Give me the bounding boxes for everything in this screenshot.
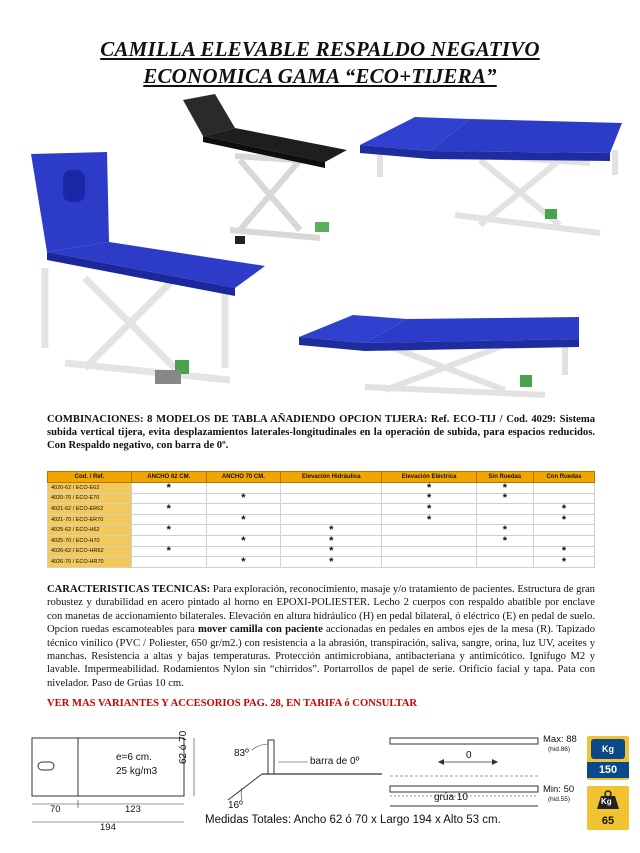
header-wheels: Con Ruedas bbox=[533, 472, 594, 483]
cell-mark bbox=[382, 535, 476, 546]
kg-badge-label: Kg bbox=[602, 744, 614, 754]
table-header-row bbox=[48, 472, 595, 483]
cell-mark: * bbox=[533, 504, 594, 515]
cell-mark: * bbox=[132, 483, 207, 494]
header-width-70: ANCHO 70 CM. bbox=[206, 472, 281, 483]
specs-text-2: accionadas en pedales en ambos ejes de la mesa (R). Tapizado técnico vinílico (PVC / Poliester, 650 gr/m2.) con resistencia a la abrasión, transpiración, saliva, sangre, orina, luz UV, aceites y manchas. Resistencia a altas y bajas temperaturas. Protección antimicrobiana, antibacteriana y antimicótico. Ignifugo M2 y lavable. Impermeabilidad. Rodamientos Nylon sin “chirridos”. Portarrollos de papel de serie. Orificio facial y tapa. Pata con nivelador. Paso de Grúas 10 cm. bbox=[47, 624, 595, 689]
specs-text-1: Para exploración, reconocimiento, masaje y/o tratamiento de pacientes. Estructura de gran robustez y durabilidad en acero pintado al horno en EPOXI-POLIESTER. Lecho 2 cuerpos con respaldo abatible por enclave con manetas de accionamiento bilaterales. Elevación en altura hidráulico (H) en pedal bilateral, ó eléctrico (E) en pedal de suelo. Opcion ruedas escamoteables para bbox=[47, 584, 595, 636]
angle-up-label: 83º bbox=[234, 748, 249, 759]
cell-mark bbox=[476, 546, 533, 557]
cell-mark: * bbox=[382, 483, 476, 494]
cell-mark: * bbox=[382, 514, 476, 525]
table-row bbox=[48, 483, 595, 494]
row-ref: 4020-62 / ECO-E62 bbox=[48, 483, 132, 494]
row-ref: 4026-70 / ECO-HR70 bbox=[48, 557, 132, 568]
table-row bbox=[48, 493, 595, 504]
header-ref: Cod. / Ref. bbox=[48, 472, 132, 483]
cell-mark bbox=[281, 504, 382, 515]
header-electric: Elevación Eléctrica bbox=[382, 472, 476, 483]
weight-icon bbox=[595, 790, 621, 810]
total-dimensions: Medidas Totales: Ancho 62 ó 70 x Largo 194 x Alto 53 cm. bbox=[205, 814, 501, 826]
cell-mark: * bbox=[281, 535, 382, 546]
width-dim-label: 62 ó 70 bbox=[178, 730, 189, 764]
min-height-sub: (hid.55) bbox=[548, 796, 571, 803]
total-length-label: 194 bbox=[100, 822, 116, 833]
cell-mark: * bbox=[382, 493, 476, 504]
cell-mark bbox=[132, 557, 207, 568]
specs-heading: CARACTERISTICAS TECNICAS: bbox=[47, 584, 211, 595]
min-height-label: Min: 50 bbox=[543, 784, 575, 795]
bar-label: barra de 0º bbox=[310, 756, 360, 767]
cell-mark: * bbox=[206, 514, 281, 525]
dimension-diagram-top bbox=[28, 730, 218, 834]
more-info-notice: VER MAS VARIANTES Y ACCESORIOS PAG. 28, EN TARIFA ó CONSULTAR bbox=[47, 698, 418, 709]
cell-mark bbox=[476, 557, 533, 568]
cell-mark bbox=[281, 493, 382, 504]
cell-mark: * bbox=[533, 546, 594, 557]
min-load-badge bbox=[587, 786, 629, 830]
max-height-sub: (hid.86) bbox=[548, 746, 571, 753]
photo-blue-table-backrest bbox=[25, 148, 275, 398]
page-title bbox=[0, 36, 640, 90]
cell-mark: * bbox=[476, 493, 533, 504]
table-row bbox=[48, 504, 595, 515]
cell-mark: * bbox=[132, 525, 207, 536]
table-row bbox=[48, 546, 595, 557]
cell-mark: * bbox=[206, 535, 281, 546]
photo-blue-table-right bbox=[360, 105, 630, 250]
cell-mark bbox=[533, 525, 594, 536]
cell-mark: * bbox=[206, 493, 281, 504]
cell-mark bbox=[206, 504, 281, 515]
cell-mark bbox=[382, 546, 476, 557]
row-ref: 4021-70 / ECO-ER70 bbox=[48, 514, 132, 525]
row-ref: 4021-62 / ECO-ER62 bbox=[48, 504, 132, 515]
header-no-wheels: Sin Ruedas bbox=[476, 472, 533, 483]
cell-mark: * bbox=[533, 514, 594, 525]
row-ref: 4026-62 / ECO-HR62 bbox=[48, 546, 132, 557]
max-load-badge bbox=[587, 736, 629, 780]
cell-mark bbox=[476, 504, 533, 515]
cell-mark bbox=[206, 525, 281, 536]
angle-diagram bbox=[222, 734, 382, 814]
kg-text: Kg bbox=[601, 797, 612, 806]
table-row bbox=[48, 514, 595, 525]
table-row bbox=[48, 557, 595, 568]
title-line-2: ECONOMICA GAMA “ECO+TIJERA” bbox=[143, 64, 497, 88]
thickness-label: e=6 cm. bbox=[116, 752, 152, 763]
cell-mark: * bbox=[476, 483, 533, 494]
cell-mark: * bbox=[281, 557, 382, 568]
top-view-outline bbox=[28, 734, 218, 834]
zero-label: 0 bbox=[466, 750, 472, 761]
cell-mark bbox=[533, 483, 594, 494]
row-ref: 4025-70 / ECO-H70 bbox=[48, 535, 132, 546]
combinations-intro: COMBINACIONES: 8 MODELOS DE TABLA AÑADIENDO OPCION TIJERA: Ref. ECO-TIJ / Cod. 4029: Sistema subida vertical tijera, evita desplazamientos laterales-longitudinales en la operación de subida, para espacios reducidos. Con Respaldo negativo, con barra de 0º. bbox=[47, 414, 595, 452]
cell-mark: * bbox=[382, 504, 476, 515]
specs-bold-phrase: mover camilla con paciente bbox=[198, 624, 323, 636]
table-row bbox=[48, 535, 595, 546]
photo-blue-table-low bbox=[295, 295, 590, 405]
cell-mark: * bbox=[476, 535, 533, 546]
cell-mark bbox=[382, 557, 476, 568]
crane-label: grúa 10 bbox=[434, 792, 468, 803]
header-hydraulic: Elevación Hidráulica bbox=[281, 472, 382, 483]
row-ref: 4025-62 / ECO-H62 bbox=[48, 525, 132, 536]
row-ref: 4020-70 / ECO-E70 bbox=[48, 493, 132, 504]
body-length-label: 123 bbox=[125, 804, 141, 815]
title-line-1: CAMILLA ELEVABLE RESPALDO NEGATIVO bbox=[100, 37, 540, 61]
angle-outline bbox=[222, 734, 382, 814]
cell-mark: * bbox=[281, 525, 382, 536]
cell-mark: * bbox=[476, 525, 533, 536]
cell-mark: * bbox=[533, 557, 594, 568]
density-label: 25 kg/m3 bbox=[116, 766, 158, 777]
max-height-label: Max: 88 bbox=[543, 734, 577, 745]
combinations-table bbox=[47, 471, 595, 568]
min-load-value: 65 bbox=[601, 815, 615, 827]
cell-mark: * bbox=[132, 546, 207, 557]
head-length-label: 70 bbox=[50, 804, 61, 815]
max-load-value: 150 bbox=[587, 762, 629, 778]
cell-mark: * bbox=[132, 504, 207, 515]
cell-mark: * bbox=[206, 557, 281, 568]
kg-weight-icon bbox=[591, 739, 625, 759]
angle-down-label: 16º bbox=[228, 800, 243, 811]
cell-mark bbox=[382, 525, 476, 536]
table-row bbox=[48, 525, 595, 536]
cell-mark: * bbox=[281, 546, 382, 557]
technical-specs bbox=[47, 583, 595, 690]
cell-mark bbox=[281, 483, 382, 494]
header-width-62: ANCHO 62 CM. bbox=[132, 472, 207, 483]
